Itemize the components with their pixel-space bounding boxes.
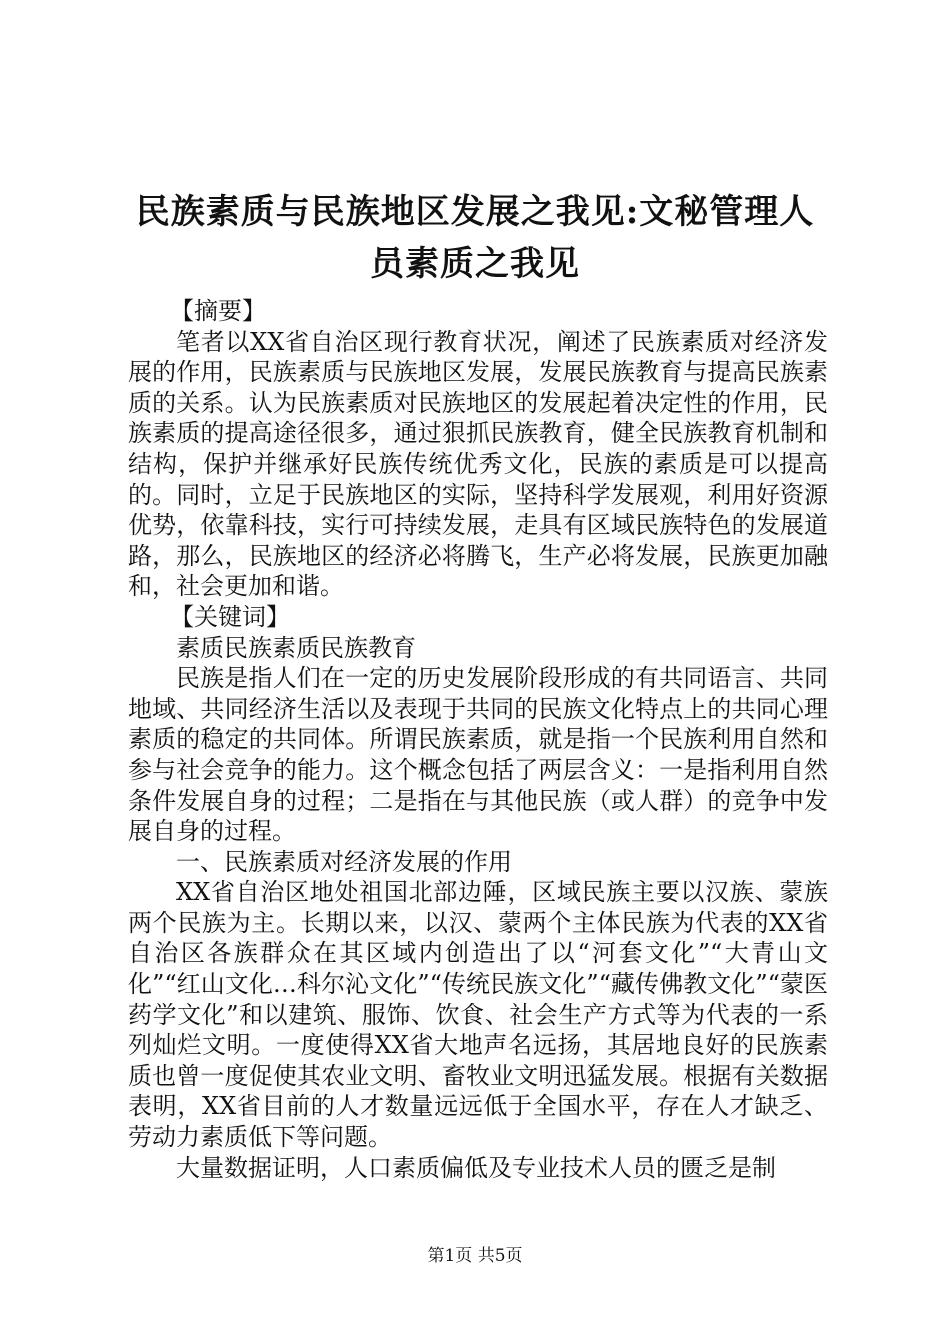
page-number-footer: 第1页 共5页	[427, 1246, 523, 1266]
keywords-label: 【关键词】	[170, 602, 290, 631]
abstract-label: 【摘要】	[170, 297, 266, 325]
abstract-text: 笔者以XX省自治区现行教育状况，阐述了民族素质对经济发展的作用，民族素质与民族地区发展，发展民族教育与提高民族素质的关系。认为民族素质对民族地区的发展起着决定性的作用，民族素质的提高途径很多，通过狠抓民族教育，健全民族教育机制和结构，保护并继承好民族传统优秀文化，民族的素质是可以提高的。同时，立足于民族地区的实际，坚持科学发展观，利用好资源优势，依靠科技，实行可持续发展，走具有区域民族特色的发展道路，那么，民族地区的经济必将腾飞，生产必将发展，民族更加融和，社会更加和谐。	[128, 327, 828, 601]
document-body	[128, 296, 828, 1183]
document-title: 民族素质与民族地区发展之我见:文秘管理人员素质之我见	[135, 192, 815, 284]
body-paragraph: 民族是指人们在一定的历史发展阶段形成的有共同语言、共同地域、共同经济生活以及表现于共同的民族文化特点上的共同心理素质的稳定的共同体。所谓民族素质，就是指一个民族利用自然和参与社会竞争的能力。这个概念包括了两层含义：一是指利用自然条件发展自身的过程；二是指在与其他民族（或人群）的竞争中发展自身的过程。	[128, 664, 828, 846]
section-heading: 一、民族素质对经济发展的作用	[176, 847, 512, 876]
body-paragraph: XX省自治区地处祖国北部边陲，区域民族主要以汉族、蒙族两个民族为主。长期以来，以汉、蒙两个主体民族为代表的XX省自治区各族群众在其区域内创造出了以“河套文化”“大青山文化”“红山文化…科尔沁文化”“传统民族文化”“藏传佛教文化”“蒙医药学文化”和以建筑、服饰、饮食、社会生产方式等为代表的一系列灿烂文明。一度使得XX省大地声名远扬，其居地良好的民族素质也曾一度促使其农业文明、畜牧业文明迅猛发展。根据有关数据表明，XX省目前的人才数量远远低于全国水平，存在人才缺乏、劳动力素质低下等问题。	[128, 878, 828, 1152]
body-paragraph: 大量数据证明，人口素质偏低及专业技术人员的匮乏是制	[176, 1153, 776, 1182]
keywords-text: 素质民族素质民族教育	[176, 633, 416, 662]
